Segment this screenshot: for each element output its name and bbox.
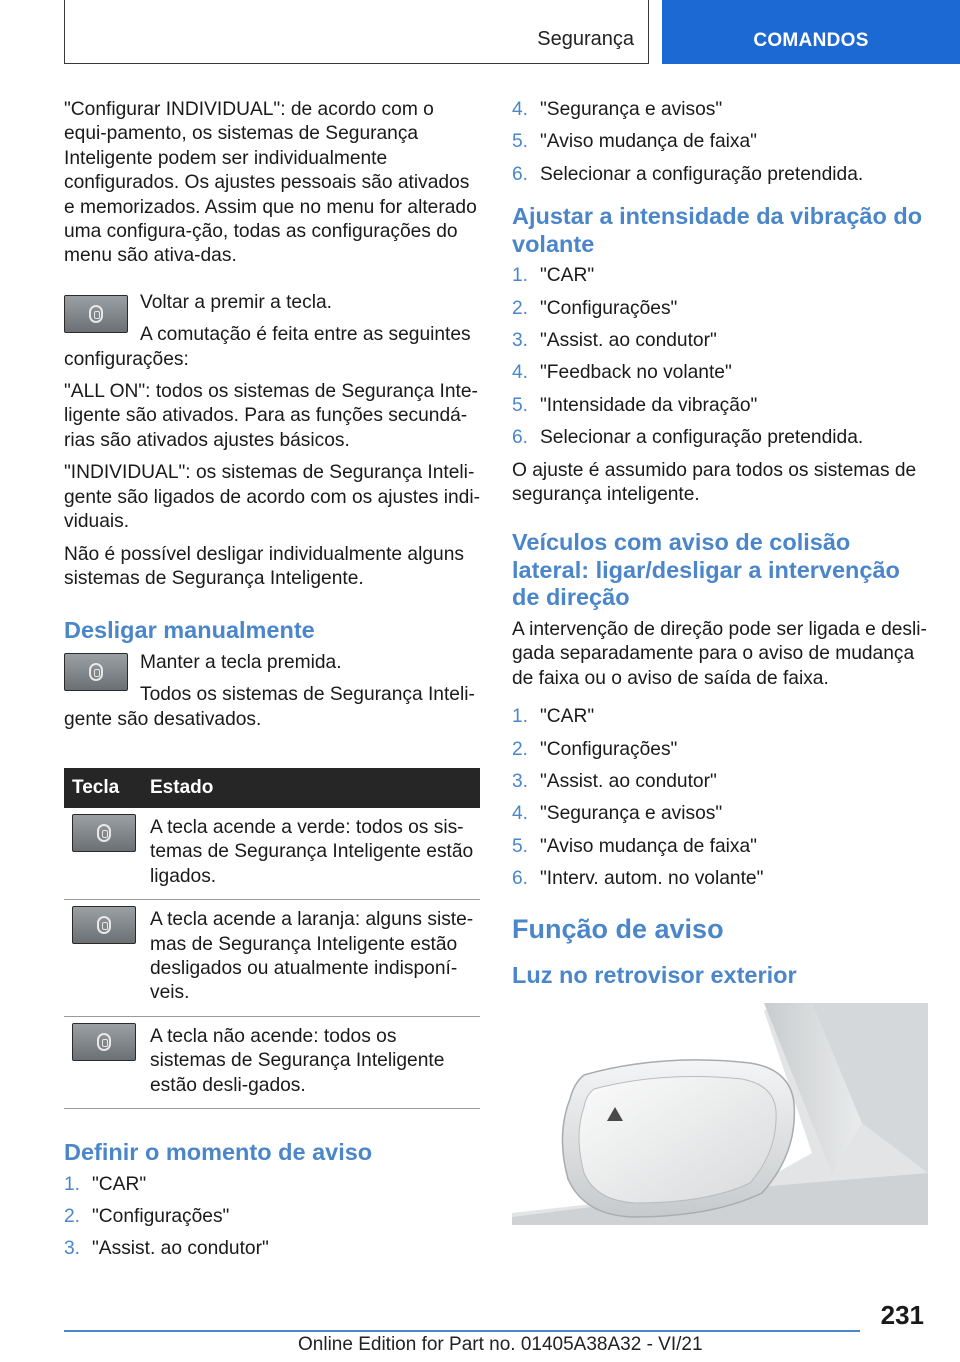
list-item: 1. "CAR" — [512, 265, 595, 287]
heading-definir: Definir o momento de aviso — [64, 1139, 373, 1166]
list-item: 6. Selecionar a configuração pretendida. — [512, 427, 864, 449]
footer-edition: Online Edition for Part no. 01405A38A32 - VI/21 — [298, 1334, 703, 1355]
table-cell-state: A tecla acende a laranja: alguns siste-mas de Segurança Inteligente estão desligados ou atualmente indisponí-veis. — [142, 900, 480, 1017]
header-section-box — [64, 0, 649, 64]
header-chapter-tab — [662, 0, 960, 64]
list-item: 5. "Aviso mudança de faixa" — [512, 835, 757, 857]
list-item: 6. "Interv. autom. no volante" — [512, 868, 764, 890]
key-instruction-hold — [64, 651, 480, 740]
intelligent-safety-key-icon — [64, 295, 128, 333]
intelligent-safety-key-icon — [64, 653, 128, 691]
key-green-icon — [72, 814, 136, 852]
list-item: 2. "Configurações" — [512, 297, 678, 319]
list-item: 3. "Assist. ao condutor" — [512, 771, 717, 792]
list-item: 4. "Segurança e avisos" — [512, 99, 723, 120]
continued-steps-list — [512, 98, 928, 187]
key-orange-icon — [72, 906, 136, 944]
list-item: 4. "Feedback no volante" — [512, 362, 732, 384]
definir-steps-list — [64, 1173, 480, 1262]
list-item: 4. "Segurança e avisos" — [512, 803, 723, 825]
header-section-title: Segurança — [537, 28, 634, 50]
intro-paragraph: "Configurar INDIVIDUAL": de acordo com o equi-pamento, os sistemas de Segurança Inteligente podem ser individualmente configurados. Os ajustes pessoais são ativados e memorizados. Assim que no menu for alterado uma configura-ção, todas as configurações do menu são ativa-das. — [64, 99, 477, 267]
table-header-state: Estado — [142, 768, 480, 808]
key-hold-line2: Todos os sistemas de Segurança Inteli-gente são desativados. — [64, 684, 475, 730]
list-item: 6. Selecionar a configuração pretendida. — [512, 163, 864, 185]
list-item: 1. "CAR" — [512, 706, 595, 728]
side-collision-steps-list — [512, 705, 928, 891]
side-mirror-illustration — [512, 1003, 928, 1225]
side-collision-paragraph: A intervenção de direção pode ser ligada e desli-gada separadamente para o aviso de mudança de faixa ou o aviso de saída de faixa. — [512, 618, 927, 689]
list-item: 5. "Intensidade da vibração" — [512, 394, 758, 416]
table-header-key: Tecla — [64, 768, 142, 808]
individual-paragraph: "INDIVIDUAL": os sistemas de Segurança Inteli-gente são ligados de acordo com os ajustes indi-viduais. — [64, 462, 480, 533]
heading-desligar: Desligar manualmente — [64, 617, 315, 644]
key-instruction-toggle — [64, 291, 480, 380]
list-item: 5. "Aviso mudança de faixa" — [512, 131, 757, 153]
left-column — [64, 98, 480, 1270]
table-header-row — [64, 768, 480, 808]
vibration-steps-list — [512, 264, 928, 450]
key-toggle-line2: A comutação é feita entre as seguintes configurações: — [64, 324, 471, 370]
heading-warning-function: Função de aviso — [512, 913, 724, 944]
table-row — [64, 808, 480, 900]
list-item: 1. "CAR" — [64, 1173, 147, 1195]
not-possible-paragraph: Não é possível desligar individualmente alguns sistemas de Segurança Inteligente. — [64, 543, 464, 589]
header-chapter-title: COMANDOS — [753, 30, 869, 51]
key-off-icon — [72, 1023, 136, 1061]
list-item: 2. "Configurações" — [512, 738, 678, 760]
page-number: 231 — [880, 1300, 924, 1330]
heading-vibration: Ajustar a intensidade da vibração do volante — [512, 203, 923, 257]
list-item: 3. "Assist. ao condutor" — [512, 330, 717, 352]
footer-divider — [64, 1330, 860, 1332]
list-item: 2. "Configurações" — [64, 1206, 230, 1227]
key-status-table — [64, 768, 480, 1109]
all-on-paragraph: "ALL ON": todos os sistemas de Segurança Inte-ligente são ativados. Para as funções secundá-rias são ativados ajustes básicos. — [64, 381, 478, 451]
key-toggle-line1: Voltar a premir a tecla. — [140, 291, 332, 313]
vibration-note: O ajuste é assumido para todos os sistemas de segurança inteligente. — [512, 459, 917, 506]
heading-side-collision: Veículos com aviso de colisão lateral: ligar/desligar a intervenção de direção — [512, 529, 900, 611]
table-row — [64, 900, 480, 1017]
heading-mirror-light: Luz no retrovisor exterior — [512, 961, 797, 988]
table-cell-state: A tecla não acende: todos os sistemas de Segurança Inteligente estão desli-gados. — [142, 1016, 480, 1108]
right-column — [512, 98, 928, 1225]
key-hold-line1: Manter a tecla premida. — [140, 651, 342, 673]
table-cell-state: A tecla acende a verde: todos os sis-temas de Segurança Inteligente estão ligados. — [142, 808, 480, 900]
table-row — [64, 1016, 480, 1108]
list-item: 3. "Assist. ao condutor" — [64, 1238, 269, 1260]
